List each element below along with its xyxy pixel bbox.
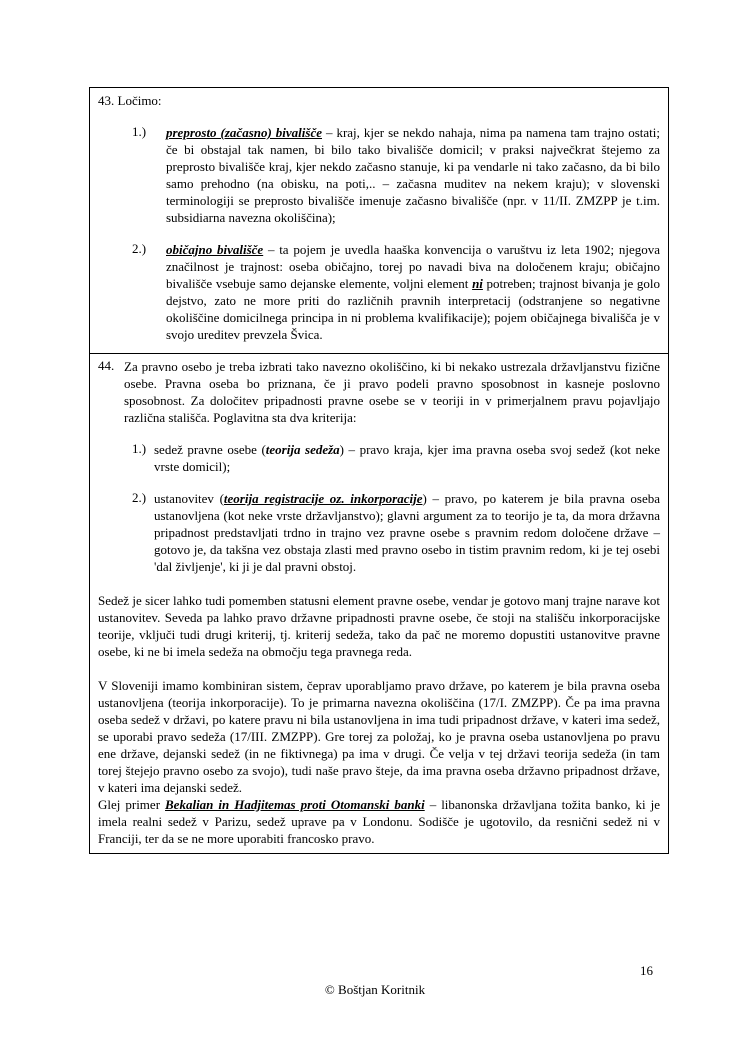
list-text	[154, 490, 660, 575]
section-number: 44.	[98, 358, 115, 373]
page-number: 16	[640, 963, 653, 978]
item-text: ustanovitev (	[154, 491, 224, 506]
case-paragraph	[98, 796, 660, 847]
list-item	[98, 124, 660, 226]
item-text: ) – pravo, po katerem je bila pravna oseba ustanovljena (kot neke vrste državljanstvo); glavni argument za to teorijo je ta, da mora državna pripadnost predstavljati trdno in trajno vez pravne osebe s pravnim redom določene države – gotovo je, da takšna vez obstaja zlasti med pravno osebo in tistim pravnim redom, ki je tej osebi 'dal življenje', ki ji je dal pravni obstoj.	[154, 491, 660, 574]
section-44	[90, 353, 668, 853]
section-43	[90, 88, 668, 353]
footer-copyright: © Boštjan Koritnik	[324, 982, 426, 997]
definition-text: – kraj, kjer se nekdo nahaja, nima pa namena tam trajno ostati; če bi obstajal tak namen, bi bilo tako bivališče domicil; v praksi največkrat štejemo za preprosto bivališče kraj, kjer nekdo začasno stanuje, ki pa vendarle ni tako začasno, da bi bilo samo prehodno (na obisku, na poti,.. – začasna muditev na nekem kraju); v slovenski terminologiji se preprosto bivališče imenuje začasno bivališče (npr. v 11/II. ZMZPP je t.im. subsidiarna navezna okoliščina);	[166, 125, 660, 225]
case-text: – libanonska državljana tožita banko, ki je imela realni sedež v Parizu, sedež uprave pa v Londonu. Sodišče je ugotovilo, da resnični sedež ni v Franciji, ter da se ne more uporabiti francosko pravo.	[98, 797, 660, 846]
item-text: sedež pravne osebe (	[154, 442, 266, 457]
list-number: 1.)	[132, 124, 147, 139]
paragraph: V Sloveniji imamo kombiniran sistem, čeprav uporabljamo pravo države, po katerem je bila pravna oseba ustanovljena (teorija inkorporacije). To je primarna navezna okoliščina (17/I. ZMZPP). Če pa ima pravna oseba sedež v državi, po katere pravu ni bila ustanovljena in ima tudi pripadnost države, v kateri ima sedež, se uporabi pravo sedeža (17/III. ZMZPP). Gre torej za položaj, ko je pravna oseba ustanovljena po pravu ene države, dejanski sedež (in ne fiktivnega) pa ima v drugi. Če velja v tej državi teorija sedeža (in tam torej štejejo pravno osebo za svojo), tudi naše pravo šteje, da ima pravna oseba državno pripadnost države, v kateri ima dejanski sedež.	[98, 678, 660, 795]
list-item	[98, 490, 660, 575]
section-43-heading: 43. Ločimo:	[98, 93, 162, 108]
case-text: Glej primer	[98, 797, 166, 812]
list-text	[166, 241, 660, 343]
definition-text: – ta pojem je uvedla haaška konvencija o varuštvu iz leta 1902; njegova značilnost je trajnost: oseba običajno, torej po navadi biva na določenem kraju; običajno bivališče vsebuje samo dejanske elemente, voljni element	[166, 242, 660, 291]
term-seat-theory: teorija sedeža	[265, 442, 340, 457]
term-habitual-residence: običajno bivališče	[166, 242, 264, 257]
list-item	[98, 441, 660, 475]
emphasis-ni: ni	[472, 276, 483, 291]
list-number: 2.)	[132, 490, 147, 505]
case-title: Bekalian in Hadjitemas proti Otomanski banki	[165, 797, 425, 812]
intro-text: Za pravno osebo je treba izbrati tako navezno okoliščino, ki bi nekako ustrezala državljanstvu fizične osebe. Pravna oseba bo priznana, če ji pravo podeli pravno sposobnost in kasneje poslovno sposobnost. Za določitev pripadnosti pravne osebe se v teoriji in v primerjalnem pravu pojavljajo različna stališča. Poglavitna sta dva kriterija:	[124, 359, 660, 425]
list-text	[154, 441, 660, 475]
list-item	[98, 241, 660, 343]
term-simple-residence: preprosto (začasno) bivališče	[166, 125, 322, 140]
definition-text: potreben; trajnost bivanja je golo dejstvo, zato ne more priti do različnih pravnih interpretacij (odstranjene so negativne okoliščine domicilnega principa in ni problema kvalifikacije); pojem običajnega bivališča je v svojo ureditev prevzela Švica.	[166, 276, 661, 342]
list-number: 1.)	[132, 441, 147, 456]
content-table	[89, 87, 669, 854]
list-text	[166, 124, 660, 226]
list-number: 2.)	[132, 241, 147, 256]
term-incorporation-theory: teorija registracije oz. inkorporacije	[223, 491, 423, 506]
item-text: ) – pravo kraja, kjer ima pravna oseba svoj sedež (kot neke vrste domicil);	[154, 442, 660, 474]
paragraph: Sedež je sicer lahko tudi pomemben statusni element pravne osebe, vendar je gotovo manj trajne narave kot ustanovitev. Seveda pa lahko pravo državne pripadnosti pravne osebe, če stoji na stališču inkorporacijske teorije, vključi tudi drugi kriterij, tj. kriterij sedeža, tako da pač ne moremo dopustiti ustanovitve pravne osebe, ki ne bi imela sedeža na območju tega pravnega reda.	[98, 593, 660, 659]
section-44-intro	[98, 358, 660, 426]
